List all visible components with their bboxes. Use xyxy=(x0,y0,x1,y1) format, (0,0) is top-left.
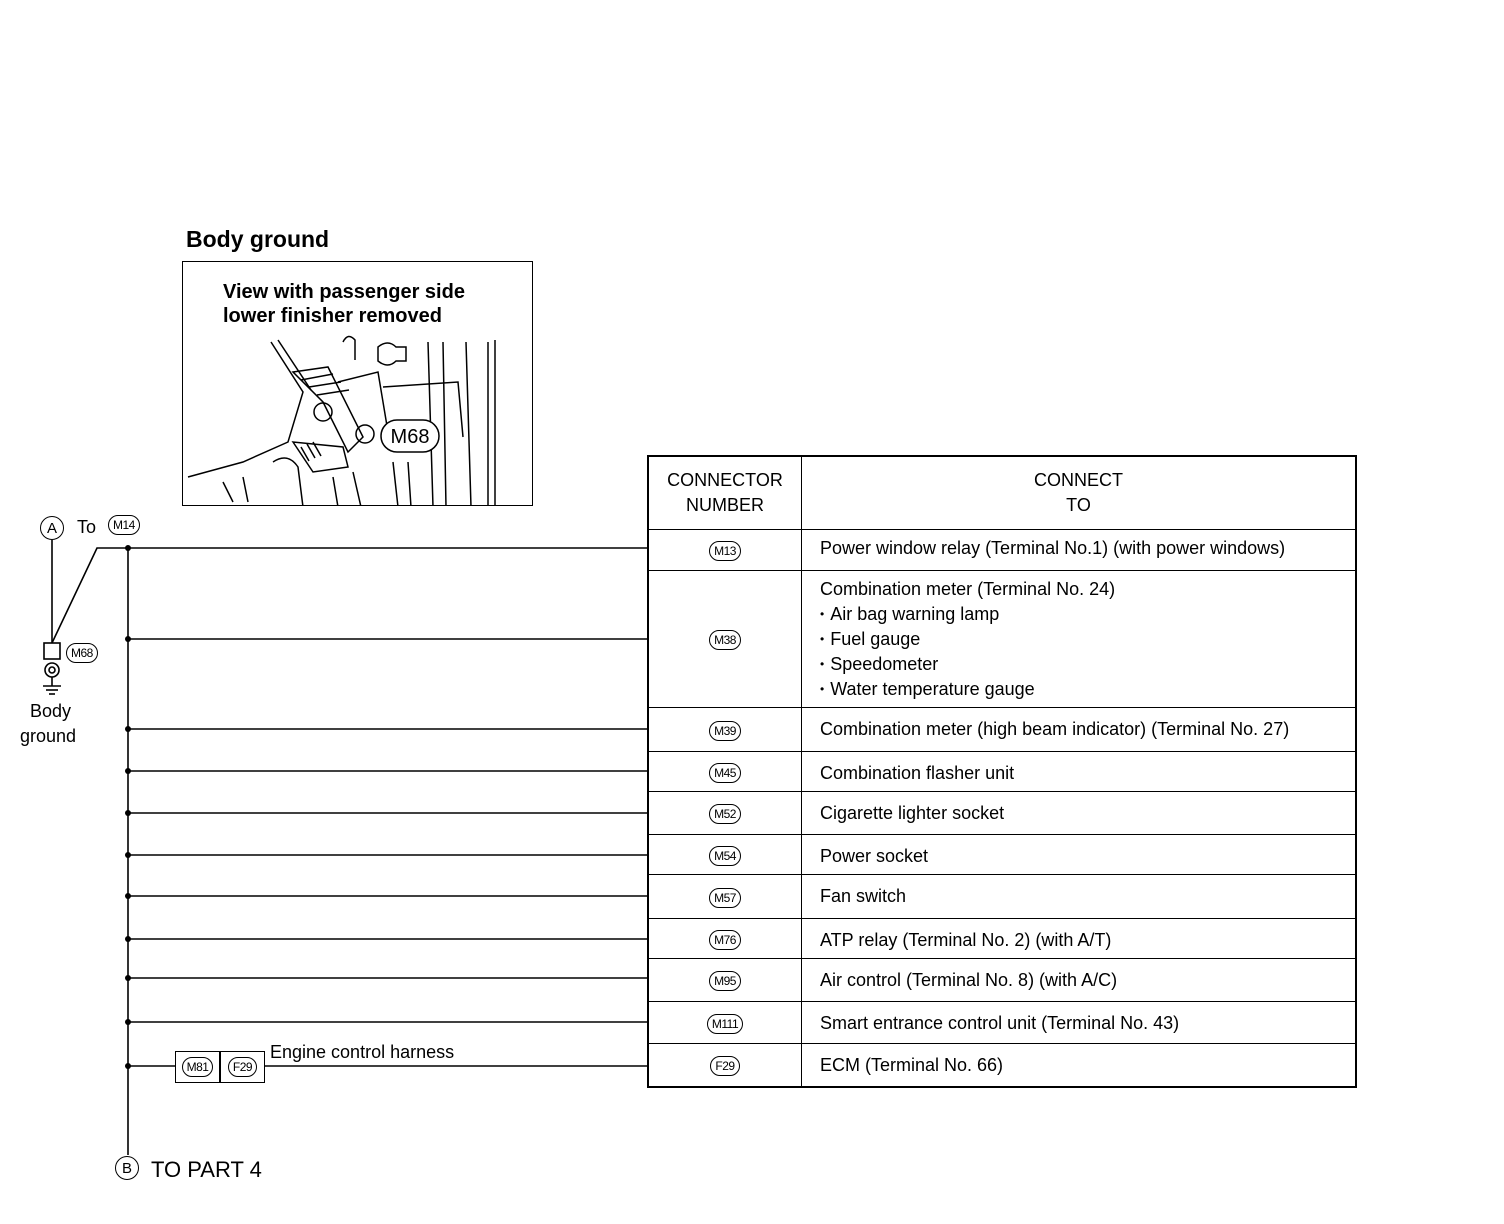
header-connector-number xyxy=(648,456,802,530)
header-number-line-2: NUMBER xyxy=(685,495,764,515)
row-connector: M38 xyxy=(709,630,741,650)
row-connect-to: Air control (Terminal No. 8) (with A/C) xyxy=(802,959,1357,1002)
connector-f29-harness: F29 xyxy=(228,1057,257,1077)
to-label: To xyxy=(77,517,97,537)
marker-a: A xyxy=(40,516,64,540)
row-connect-to: ATP relay (Terminal No. 2) (with A/T) xyxy=(802,919,1357,959)
row-connector: M52 xyxy=(709,804,741,824)
connector-m14: M14 xyxy=(108,515,140,535)
caption-line-1: View with passenger side xyxy=(223,281,465,303)
to-part-label: TO PART 4 xyxy=(151,1157,262,1182)
row-connector: M95 xyxy=(709,971,741,991)
header-number-line-1: CONNECTOR xyxy=(667,470,783,490)
row-connector: M54 xyxy=(709,846,741,866)
row-connect-to: Power window relay (Terminal No.1) (with power windows) xyxy=(802,530,1357,571)
row-connect-to: Cigarette lighter socket xyxy=(802,792,1357,835)
table-row xyxy=(648,1002,1356,1044)
header-to-line-2: TO xyxy=(1066,495,1091,515)
row-connect-to: Combination meter (high beam indicator) (Terminal No. 27) xyxy=(802,708,1357,752)
header-connect-to xyxy=(802,456,1357,530)
row-connector: M39 xyxy=(709,721,741,741)
row-connector: F29 xyxy=(710,1056,739,1076)
harness-connector-f29-box xyxy=(220,1051,265,1083)
table-row xyxy=(648,835,1356,875)
table-row xyxy=(648,875,1356,919)
table-header-row xyxy=(648,456,1356,530)
row-connect-to: Smart entrance control unit (Terminal No. 43) xyxy=(802,1002,1357,1044)
table-row xyxy=(648,792,1356,835)
row-sub-items xyxy=(820,602,1355,702)
marker-b: B xyxy=(115,1156,139,1180)
table-row xyxy=(648,1044,1356,1087)
sub-item: • Speedometer xyxy=(820,652,1355,677)
harness-label: Engine control harness xyxy=(270,1042,455,1062)
caption-line-2: lower finisher removed xyxy=(223,305,442,327)
figure-title: Body ground xyxy=(186,226,330,252)
row-connect-to: Fan switch xyxy=(802,875,1357,919)
table-row xyxy=(648,571,1356,708)
table-row xyxy=(648,752,1356,792)
header-to-line-1: CONNECT xyxy=(1034,470,1123,490)
table-row xyxy=(648,708,1356,752)
row-connector: M13 xyxy=(709,541,741,561)
table-row xyxy=(648,959,1356,1002)
connector-m81: M81 xyxy=(182,1057,214,1077)
row-connector: M57 xyxy=(709,888,741,908)
connector-m68: M68 xyxy=(66,643,98,663)
row-connect-to: ECM (Terminal No. 66) xyxy=(802,1044,1357,1087)
sub-item: • Fuel gauge xyxy=(820,627,1355,652)
ground-label-line-2: ground xyxy=(20,726,77,746)
row-connector: M76 xyxy=(709,930,741,950)
table-row xyxy=(648,530,1356,571)
row-connect-to xyxy=(802,571,1357,708)
row-connect-to-main: Combination meter (Terminal No. 24) xyxy=(820,579,1116,599)
connector-table xyxy=(647,455,1357,1088)
sub-item: • Air bag warning lamp xyxy=(820,602,1355,627)
sub-item: • Water temperature gauge xyxy=(820,677,1355,702)
row-connect-to: Combination flasher unit xyxy=(802,752,1357,792)
row-connector: M45 xyxy=(709,763,741,783)
row-connect-to: Power socket xyxy=(802,835,1357,875)
table-row xyxy=(648,919,1356,959)
harness-connector-m81-box xyxy=(175,1051,220,1083)
m68-callout-label: M68 xyxy=(390,426,430,448)
row-connector: M111 xyxy=(707,1014,743,1034)
ground-label-line-1: Body xyxy=(30,701,72,721)
